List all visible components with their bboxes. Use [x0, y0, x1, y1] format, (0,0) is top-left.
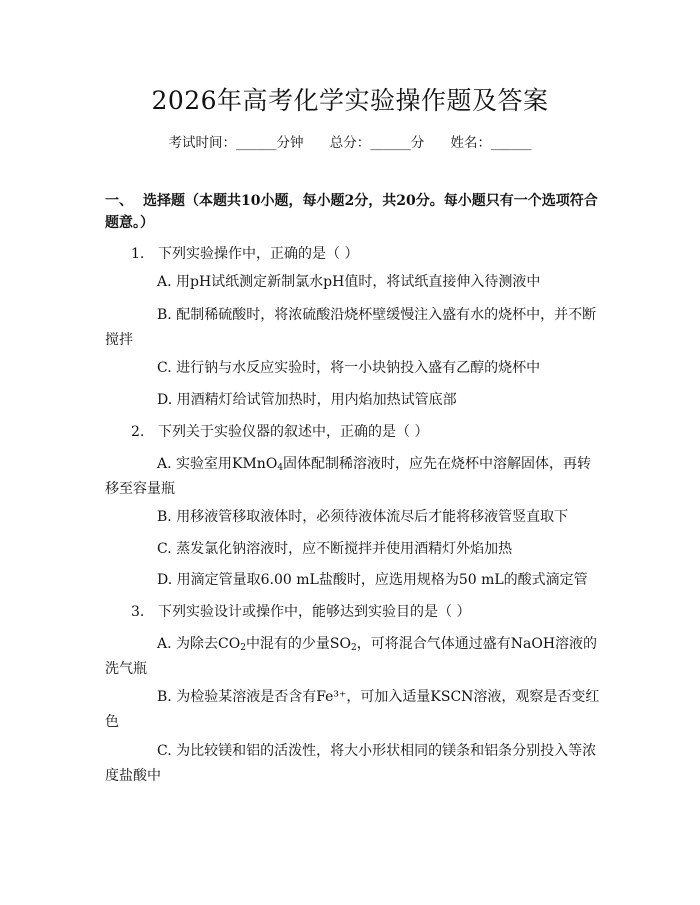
question-number: 1.	[131, 246, 145, 262]
option-text: 中混有的少量SO	[245, 636, 352, 652]
subscript: 4	[277, 463, 284, 473]
total-score-label: 总分：______分	[329, 135, 425, 151]
section-title: 选择题（本题共10小题，每小题2分，共20分。每小题只有一个选项符合题意。）	[105, 193, 598, 231]
question-text: 下列实验设计或操作中，能够达到实验目的是（ ）	[158, 604, 471, 620]
option-1b: B. 配制稀硫酸时，将浓硫酸沿烧杯壁缓慢注入盛有水的烧杯中，并不断搅拌	[105, 307, 597, 348]
question-2	[131, 421, 428, 443]
subscript: 2	[240, 643, 246, 653]
option-text: A. 为除去CO	[157, 636, 241, 652]
page-title: 2026年高考化学实验操作题及答案	[151, 86, 549, 115]
option-text: ，可将混合气体通过盛有NaOH溶液的洗气瓶	[105, 636, 598, 677]
question-number: 2.	[131, 424, 145, 440]
option-3a	[105, 632, 603, 682]
option-2b: B. 用移液管移取液体时，必须待液体流尽后才能将移液管竖直取下	[157, 509, 569, 525]
exam-info-line	[0, 131, 700, 151]
option-text: A. 实验室用KMnO	[157, 456, 278, 472]
exam-time-label: 考试时间：______分钟	[168, 135, 304, 151]
question-number: 3.	[131, 604, 145, 620]
question-text: 下列实验操作中，正确的是（ ）	[158, 246, 359, 262]
subscript: 2	[351, 643, 357, 653]
question-text: 下列关于实验仪器的叙述中，正确的是（ ）	[158, 424, 429, 440]
option-2a	[105, 452, 603, 502]
question-3	[131, 601, 470, 623]
option-3b: B. 为检验某溶液是否含有Fe³⁺，可加入适量KSCN溶液，观察是否变红色	[105, 689, 600, 730]
name-label: 姓名：______	[450, 135, 532, 151]
option-2c: C. 蒸发氯化钠溶液时，应不断搅拌并使用酒精灯外焰加热	[157, 541, 513, 557]
option-1a: A. 用pH试纸测定新制氯水pH值时，将试纸直接伸入待测液中	[157, 274, 541, 290]
section-heading	[105, 190, 603, 234]
option-1c: C. 进行钠与水反应实验时，将一小块钠投入盛有乙醇的烧杯中	[157, 360, 541, 376]
section-number: 一、	[105, 193, 133, 209]
question-1	[131, 243, 358, 265]
option-1d: D. 用酒精灯给试管加热时，用内焰加热试管底部	[157, 392, 457, 408]
option-3c: C. 为比较镁和铝的活泼性，将大小形状相同的镁条和铝条分别投入等浓度盐酸中	[105, 743, 597, 784]
option-text: 固体配制稀溶液时，应先在烧杯中溶解固体，再转移至容量瓶	[105, 456, 592, 497]
option-2d: D. 用滴定管量取6.00 mL盐酸时，应选用规格为50 mL的酸式滴定管	[157, 572, 588, 588]
